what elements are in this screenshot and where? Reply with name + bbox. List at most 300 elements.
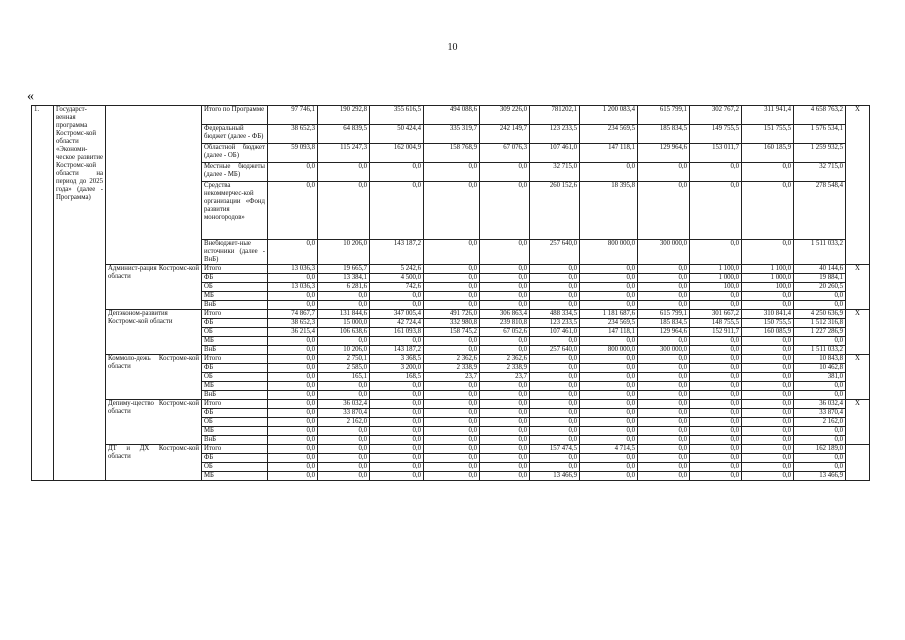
value-cell: 0,0 <box>268 163 318 182</box>
value-cell: 0,0 <box>794 301 846 310</box>
value-cell: 0,0 <box>480 265 530 274</box>
value-cell: 242 149,7 <box>480 125 530 144</box>
value-cell: 0,0 <box>690 409 742 418</box>
value-cell: 0,0 <box>580 409 638 418</box>
funding-source-label: ОБ <box>202 328 268 337</box>
value-cell: 0,0 <box>268 391 318 400</box>
value-cell: 2 162,0 <box>318 418 370 427</box>
value-cell: 0,0 <box>742 418 794 427</box>
value-cell: 0,0 <box>424 463 480 472</box>
value-cell: 0,0 <box>370 418 424 427</box>
value-cell: 0,0 <box>424 382 480 391</box>
value-cell: 0,0 <box>268 418 318 427</box>
value-cell: 148 755,5 <box>690 319 742 328</box>
value-cell: 4 658 763,2 <box>794 106 846 125</box>
table-row <box>32 106 870 125</box>
value-cell: 147 118,1 <box>580 144 638 163</box>
value-cell: 0,0 <box>638 337 690 346</box>
value-cell: 0,0 <box>638 391 690 400</box>
value-cell: 50 424,4 <box>370 125 424 144</box>
value-cell: 0,0 <box>580 436 638 445</box>
value-cell: 0,0 <box>268 436 318 445</box>
budget-table <box>31 105 870 481</box>
value-cell: 0,0 <box>480 292 530 301</box>
value-cell: 123 233,5 <box>530 319 580 328</box>
mark-cell: X <box>846 400 870 445</box>
value-cell: 0,0 <box>742 454 794 463</box>
value-cell: 32 715,0 <box>530 163 580 182</box>
value-cell: 185 834,5 <box>638 319 690 328</box>
value-cell: 129 964,6 <box>638 328 690 337</box>
value-cell: 129 964,6 <box>638 144 690 163</box>
value-cell: 0,0 <box>690 346 742 355</box>
value-cell: 13 036,3 <box>268 283 318 292</box>
value-cell: 0,0 <box>794 337 846 346</box>
value-cell: 162 189,0 <box>794 445 846 454</box>
value-cell: 0,0 <box>530 364 580 373</box>
value-cell: 0,0 <box>268 463 318 472</box>
value-cell: 97 746,1 <box>268 106 318 125</box>
value-cell: 0,0 <box>480 182 530 240</box>
value-cell: 0,0 <box>690 337 742 346</box>
value-cell: 5 242,6 <box>370 265 424 274</box>
value-cell: 0,0 <box>268 364 318 373</box>
value-cell: 0,0 <box>370 163 424 182</box>
value-cell: 0,0 <box>742 346 794 355</box>
value-cell: 0,0 <box>580 472 638 481</box>
row-number-cell: 1. <box>32 106 54 481</box>
value-cell: 107 461,0 <box>530 328 580 337</box>
value-cell: 0,0 <box>690 418 742 427</box>
value-cell: 0,0 <box>530 301 580 310</box>
mark-cell: X <box>846 265 870 310</box>
value-cell: 0,0 <box>690 454 742 463</box>
value-cell: 10 206,0 <box>318 346 370 355</box>
value-cell: 158 745,2 <box>424 328 480 337</box>
value-cell: 0,0 <box>370 382 424 391</box>
value-cell: 301 667,2 <box>690 310 742 319</box>
executor-name-cell: Депиму-щество Костромс-кой области <box>106 400 202 445</box>
value-cell: 0,0 <box>268 274 318 283</box>
value-cell: 4 714,5 <box>580 445 638 454</box>
value-cell: 0,0 <box>690 463 742 472</box>
value-cell: 36 032,4 <box>794 400 846 409</box>
value-cell: 185 834,5 <box>638 125 690 144</box>
value-cell: 0,0 <box>742 373 794 382</box>
funding-source-label: ОБ <box>202 283 268 292</box>
value-cell: 1 100,0 <box>690 265 742 274</box>
value-cell: 40 144,6 <box>794 265 846 274</box>
value-cell: 33 870,4 <box>318 409 370 418</box>
funding-source-label: Средства некоммерчес-кой организации «Фонд развития моногородов» <box>202 182 268 240</box>
value-cell: 234 569,5 <box>580 125 638 144</box>
value-cell: 0,0 <box>690 427 742 436</box>
value-cell: 0,0 <box>638 283 690 292</box>
value-cell: 0,0 <box>424 454 480 463</box>
funding-source-label: МБ <box>202 427 268 436</box>
value-cell: 381,0 <box>794 373 846 382</box>
value-cell: 143 187,2 <box>370 240 424 265</box>
value-cell: 2 362,6 <box>424 355 480 364</box>
value-cell: 1 000,0 <box>690 274 742 283</box>
value-cell: 0,0 <box>742 436 794 445</box>
value-cell: 131 844,6 <box>318 310 370 319</box>
value-cell: 0,0 <box>580 454 638 463</box>
value-cell: 742,6 <box>370 283 424 292</box>
value-cell: 0,0 <box>742 355 794 364</box>
value-cell: 6 281,6 <box>318 283 370 292</box>
value-cell: 32 715,0 <box>794 163 846 182</box>
value-cell: 0,0 <box>690 382 742 391</box>
funding-source-label: ВнБ <box>202 391 268 400</box>
funding-source-label: МБ <box>202 382 268 391</box>
value-cell: 0,0 <box>268 292 318 301</box>
value-cell: 64 839,5 <box>318 125 370 144</box>
value-cell: 1 259 932,5 <box>794 144 846 163</box>
value-cell: 152 911,7 <box>690 328 742 337</box>
value-cell: 0,0 <box>480 301 530 310</box>
value-cell: 0,0 <box>638 163 690 182</box>
value-cell: 0,0 <box>638 445 690 454</box>
value-cell: 2 362,6 <box>480 355 530 364</box>
value-cell: 0,0 <box>424 265 480 274</box>
value-cell: 0,0 <box>794 454 846 463</box>
value-cell: 0,0 <box>690 364 742 373</box>
mark-cell: X <box>846 106 870 265</box>
funding-source-label: МБ <box>202 472 268 481</box>
value-cell: 0,0 <box>268 454 318 463</box>
value-cell: 347 005,4 <box>370 310 424 319</box>
value-cell: 0,0 <box>480 382 530 391</box>
value-cell: 0,0 <box>742 163 794 182</box>
value-cell: 0,0 <box>580 373 638 382</box>
value-cell: 1 511 033,2 <box>794 346 846 355</box>
value-cell: 10 843,8 <box>794 355 846 364</box>
value-cell: 0,0 <box>530 337 580 346</box>
value-cell: 0,0 <box>480 346 530 355</box>
value-cell: 0,0 <box>480 400 530 409</box>
value-cell: 0,0 <box>268 355 318 364</box>
value-cell: 257 640,0 <box>530 240 580 265</box>
value-cell: 0,0 <box>424 274 480 283</box>
value-cell: 100,0 <box>742 283 794 292</box>
value-cell: 355 616,5 <box>370 106 424 125</box>
value-cell: 0,0 <box>742 337 794 346</box>
value-cell: 23,7 <box>480 373 530 382</box>
value-cell: 278 548,4 <box>794 182 846 240</box>
value-cell: 0,0 <box>794 382 846 391</box>
value-cell: 23,7 <box>424 373 480 382</box>
value-cell: 260 152,6 <box>530 182 580 240</box>
value-cell: 0,0 <box>580 301 638 310</box>
value-cell: 0,0 <box>530 463 580 472</box>
value-cell: 0,0 <box>318 382 370 391</box>
table-row <box>32 400 870 409</box>
value-cell: 494 088,6 <box>424 106 480 125</box>
value-cell: 0,0 <box>480 472 530 481</box>
value-cell: 0,0 <box>530 409 580 418</box>
value-cell: 0,0 <box>424 283 480 292</box>
value-cell: 59 093,8 <box>268 144 318 163</box>
value-cell: 0,0 <box>638 182 690 240</box>
value-cell: 0,0 <box>268 301 318 310</box>
value-cell: 0,0 <box>794 436 846 445</box>
value-cell: 0,0 <box>424 427 480 436</box>
value-cell: 19 665,7 <box>318 265 370 274</box>
value-cell: 0,0 <box>690 355 742 364</box>
value-cell: 190 292,8 <box>318 106 370 125</box>
value-cell: 0,0 <box>318 301 370 310</box>
value-cell: 2 750,1 <box>318 355 370 364</box>
value-cell: 0,0 <box>638 373 690 382</box>
value-cell: 150 755,5 <box>742 319 794 328</box>
value-cell: 0,0 <box>580 163 638 182</box>
value-cell: 332 980,8 <box>424 319 480 328</box>
funding-source-label: Федеральный бюджет (далее - ФБ) <box>202 125 268 144</box>
value-cell: 0,0 <box>530 454 580 463</box>
value-cell: 0,0 <box>742 240 794 265</box>
value-cell: 106 638,6 <box>318 328 370 337</box>
value-cell: 0,0 <box>370 301 424 310</box>
executor-name-cell: Коммоло-дежь Костроме-кой области <box>106 355 202 400</box>
value-cell: 0,0 <box>268 445 318 454</box>
value-cell: 0,0 <box>794 463 846 472</box>
funding-source-label: ВнБ <box>202 301 268 310</box>
value-cell: 0,0 <box>370 445 424 454</box>
value-cell: 0,0 <box>690 391 742 400</box>
funding-source-label: ОБ <box>202 418 268 427</box>
funding-source-label: ФБ <box>202 364 268 373</box>
value-cell: 153 011,7 <box>690 144 742 163</box>
funding-source-label: Областной бюджет (далее - ОБ) <box>202 144 268 163</box>
value-cell: 123 233,5 <box>530 125 580 144</box>
funding-source-label: Внебюджет-ные источники (далее - ВнБ) <box>202 240 268 265</box>
value-cell: 0,0 <box>268 400 318 409</box>
value-cell: 0,0 <box>580 463 638 472</box>
value-cell: 36 215,4 <box>268 328 318 337</box>
value-cell: 0,0 <box>424 436 480 445</box>
value-cell: 615 799,1 <box>638 310 690 319</box>
funding-source-label: Итого <box>202 400 268 409</box>
value-cell: 0,0 <box>318 427 370 436</box>
value-cell: 1 181 687,6 <box>580 310 638 319</box>
value-cell: 239 810,8 <box>480 319 530 328</box>
value-cell: 0,0 <box>580 391 638 400</box>
value-cell: 0,0 <box>530 265 580 274</box>
value-cell: 160 085,9 <box>742 328 794 337</box>
value-cell: 4 500,0 <box>370 274 424 283</box>
value-cell: 0,0 <box>638 301 690 310</box>
value-cell: 0,0 <box>638 292 690 301</box>
value-cell: 168,5 <box>370 373 424 382</box>
value-cell: 0,0 <box>318 436 370 445</box>
value-cell: 0,0 <box>638 463 690 472</box>
value-cell: 0,0 <box>424 445 480 454</box>
value-cell: 147 118,1 <box>580 328 638 337</box>
value-cell: 0,0 <box>318 445 370 454</box>
value-cell: 165,1 <box>318 373 370 382</box>
value-cell: 0,0 <box>638 418 690 427</box>
value-cell: 36 032,4 <box>318 400 370 409</box>
value-cell: 0,0 <box>742 391 794 400</box>
value-cell: 0,0 <box>318 182 370 240</box>
value-cell: 0,0 <box>742 463 794 472</box>
value-cell: 1 576 534,1 <box>794 125 846 144</box>
value-cell: 0,0 <box>742 301 794 310</box>
value-cell: 0,0 <box>370 391 424 400</box>
value-cell: 0,0 <box>580 400 638 409</box>
value-cell: 2 338,9 <box>480 364 530 373</box>
funding-source-label: Итого <box>202 265 268 274</box>
value-cell: 0,0 <box>268 472 318 481</box>
value-cell: 1 100,0 <box>742 265 794 274</box>
value-cell: 0,0 <box>580 337 638 346</box>
program-name-cell: Государст-венная программа Костромс-кой области «Экономи-ческое развитие Костромс-кой области на период до 2025 года» (далее - Программа) <box>54 106 106 481</box>
value-cell: 0,0 <box>370 472 424 481</box>
value-cell: 0,0 <box>268 240 318 265</box>
value-cell: 0,0 <box>318 463 370 472</box>
opening-quote: « <box>27 89 34 104</box>
funding-source-label: ФБ <box>202 274 268 283</box>
value-cell: 335 319,7 <box>424 125 480 144</box>
value-cell: 800 000,0 <box>580 240 638 265</box>
value-cell: 0,0 <box>530 382 580 391</box>
value-cell: 0,0 <box>690 400 742 409</box>
value-cell: 1 511 033,2 <box>794 240 846 265</box>
value-cell: 0,0 <box>580 265 638 274</box>
value-cell: 0,0 <box>690 373 742 382</box>
value-cell: 107 461,0 <box>530 144 580 163</box>
value-cell: 0,0 <box>690 445 742 454</box>
funding-source-label: ОБ <box>202 463 268 472</box>
executor-name-cell: Админист-рация Костромс-кой области <box>106 265 202 310</box>
page-number: 10 <box>447 42 458 53</box>
value-cell: 0,0 <box>580 283 638 292</box>
value-cell: 0,0 <box>530 373 580 382</box>
funding-source-label: Итого <box>202 310 268 319</box>
value-cell: 0,0 <box>370 400 424 409</box>
value-cell: 0,0 <box>318 337 370 346</box>
mark-cell: X <box>846 355 870 400</box>
value-cell: 0,0 <box>794 427 846 436</box>
value-cell: 2 585,0 <box>318 364 370 373</box>
value-cell: 10 462,8 <box>794 364 846 373</box>
value-cell: 234 569,5 <box>580 319 638 328</box>
value-cell: 42 724,4 <box>370 319 424 328</box>
value-cell: 0,0 <box>268 182 318 240</box>
value-cell: 0,0 <box>530 292 580 301</box>
value-cell: 302 767,2 <box>690 106 742 125</box>
value-cell: 0,0 <box>530 274 580 283</box>
value-cell: 0,0 <box>638 436 690 445</box>
value-cell: 0,0 <box>690 436 742 445</box>
value-cell: 0,0 <box>638 265 690 274</box>
value-cell: 0,0 <box>580 274 638 283</box>
value-cell: 309 226,0 <box>480 106 530 125</box>
value-cell: 0,0 <box>424 182 480 240</box>
value-cell: 306 863,4 <box>480 310 530 319</box>
value-cell: 0,0 <box>530 436 580 445</box>
value-cell: 615 799,1 <box>638 106 690 125</box>
funding-source-label: ВнБ <box>202 346 268 355</box>
value-cell: 0,0 <box>480 427 530 436</box>
value-cell: 0,0 <box>638 472 690 481</box>
value-cell: 0,0 <box>742 409 794 418</box>
value-cell: 158 768,9 <box>424 144 480 163</box>
value-cell: 1 227 286,9 <box>794 328 846 337</box>
value-cell: 0,0 <box>424 163 480 182</box>
value-cell: 13 384,1 <box>318 274 370 283</box>
value-cell: 0,0 <box>580 418 638 427</box>
table-row <box>32 355 870 364</box>
value-cell: 0,0 <box>742 400 794 409</box>
value-cell: 0,0 <box>530 283 580 292</box>
value-cell: 2 162,0 <box>794 418 846 427</box>
value-cell: 13 036,3 <box>268 265 318 274</box>
value-cell: 13 466,9 <box>794 472 846 481</box>
value-cell: 38 652,3 <box>268 125 318 144</box>
value-cell: 0,0 <box>638 382 690 391</box>
value-cell: 0,0 <box>690 472 742 481</box>
funding-source-label: Итого <box>202 445 268 454</box>
value-cell: 20 260,5 <box>794 283 846 292</box>
value-cell: 161 093,8 <box>370 328 424 337</box>
value-cell: 0,0 <box>580 355 638 364</box>
value-cell: 0,0 <box>424 337 480 346</box>
value-cell: 143 187,2 <box>370 346 424 355</box>
value-cell: 0,0 <box>268 337 318 346</box>
value-cell: 15 000,0 <box>318 319 370 328</box>
funding-source-label: ФБ <box>202 454 268 463</box>
value-cell: 0,0 <box>530 391 580 400</box>
value-cell: 0,0 <box>742 445 794 454</box>
value-cell: 67 076,3 <box>480 144 530 163</box>
value-cell: 0,0 <box>370 454 424 463</box>
funding-source-label: Местные бюджеты (далее - МБ) <box>202 163 268 182</box>
value-cell: 0,0 <box>318 292 370 301</box>
value-cell: 0,0 <box>530 400 580 409</box>
value-cell: 100,0 <box>690 283 742 292</box>
funding-source-label: ОБ <box>202 373 268 382</box>
value-cell: 1 512 316,8 <box>794 319 846 328</box>
value-cell: 0,0 <box>424 409 480 418</box>
value-cell: 0,0 <box>370 292 424 301</box>
value-cell: 0,0 <box>480 454 530 463</box>
value-cell: 0,0 <box>580 382 638 391</box>
funding-source-label: ВнБ <box>202 436 268 445</box>
value-cell: 0,0 <box>638 427 690 436</box>
value-cell: 0,0 <box>638 364 690 373</box>
mark-cell <box>846 445 870 481</box>
value-cell: 0,0 <box>318 391 370 400</box>
value-cell: 300 000,0 <box>638 346 690 355</box>
value-cell: 0,0 <box>424 292 480 301</box>
value-cell: 0,0 <box>530 418 580 427</box>
value-cell: 0,0 <box>480 274 530 283</box>
value-cell: 2 338,9 <box>424 364 480 373</box>
value-cell: 0,0 <box>742 182 794 240</box>
value-cell: 0,0 <box>742 472 794 481</box>
value-cell: 3 200,0 <box>370 364 424 373</box>
value-cell: 0,0 <box>480 409 530 418</box>
funding-source-label: Итого <box>202 355 268 364</box>
value-cell: 18 395,8 <box>580 182 638 240</box>
value-cell: 0,0 <box>424 472 480 481</box>
value-cell: 0,0 <box>480 337 530 346</box>
value-cell: 0,0 <box>690 182 742 240</box>
value-cell: 74 867,7 <box>268 310 318 319</box>
value-cell: 160 185,9 <box>742 144 794 163</box>
